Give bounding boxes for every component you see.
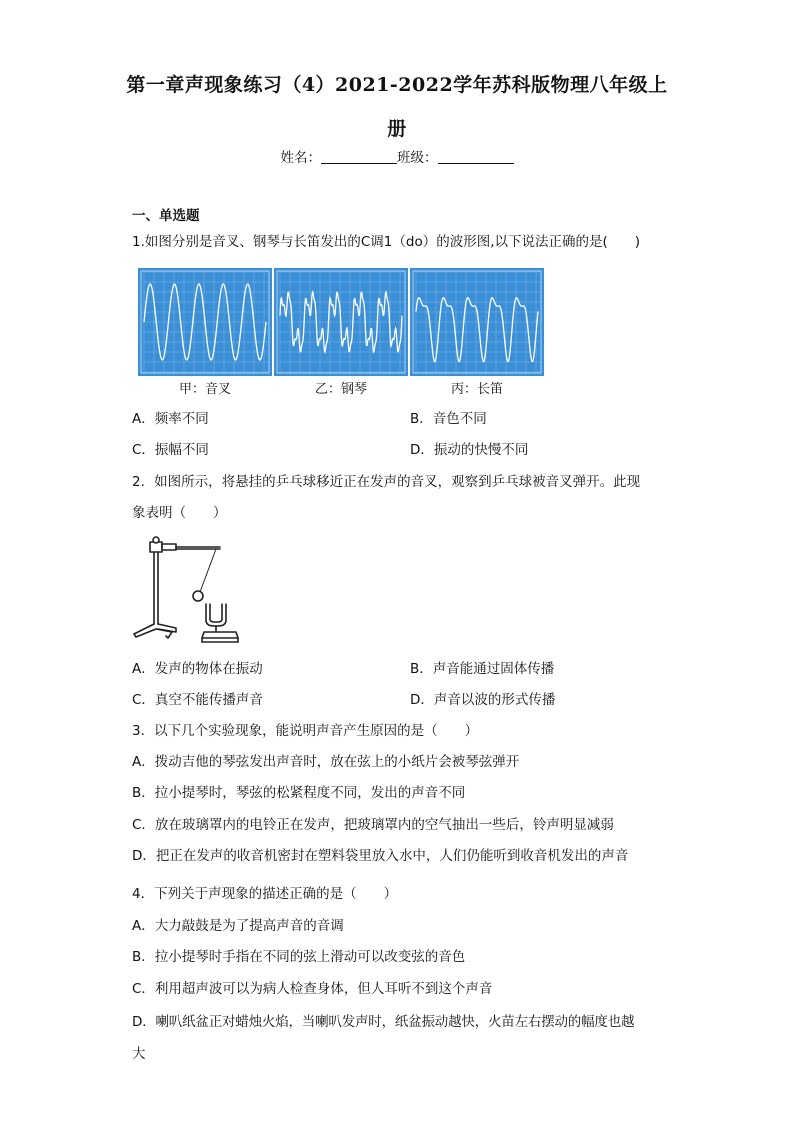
q3-option-b[interactable]: B．拉小提琴时，琴弦的松紧程度不同，发出的声音不同	[132, 785, 466, 801]
section-heading: 一、单选题	[132, 208, 200, 224]
q2-stem: 2．如图所示，将悬挂的乒乓球移近正在发声的音叉，观察到乒乓球被音叉弹开。此现	[132, 474, 641, 490]
class-label: 班级：	[397, 150, 438, 166]
q2-option-d[interactable]: D．声音以波的形式传播	[410, 692, 556, 708]
q4-option-a[interactable]: A．大力敲鼓是为了提高声音的音调	[132, 918, 344, 934]
pendulum-tuning-fork-figure	[128, 532, 258, 651]
q1-option-a[interactable]: A．频率不同	[132, 411, 209, 427]
class-blank[interactable]	[438, 149, 514, 164]
caption-tuning-fork: 甲：音叉	[178, 382, 231, 397]
q2-option-a[interactable]: A．发声的物体在振动	[132, 661, 263, 677]
q3-stem: 3．以下几个实验现象，能说明声音产生原因的是（ ）	[132, 723, 479, 739]
q1-option-d[interactable]: D．振动的快慢不同	[410, 442, 529, 458]
waveform-piano	[274, 268, 408, 376]
q4-option-d[interactable]: D．喇叭纸盆正对蜡烛火焰，当喇叭发声时，纸盆振动越快，火苗左右摆动的幅度也越	[132, 1014, 635, 1030]
q4-option-c[interactable]: C．利用超声波可以为病人检查身体，但人耳听不到这个声音	[132, 981, 493, 997]
q3-option-a[interactable]: A．拨动吉他的琴弦发出声音时，放在弦上的小纸片会被琴弦弹开	[132, 754, 520, 770]
q2-stem-cont: 象表明（ ）	[132, 505, 227, 521]
caption-flute: 丙：长笛	[450, 382, 503, 397]
name-class-line	[0, 146, 794, 166]
document-title: 第一章声现象练习（4）2021-2022学年苏科版物理八年级上	[126, 74, 668, 96]
q4-stem: 4．下列关于声现象的描述正确的是（ ）	[132, 886, 398, 902]
q1-option-c[interactable]: C．振幅不同	[132, 442, 209, 458]
q4-option-b[interactable]: B．拉小提琴时手指在不同的弦上滑动可以改变弦的音色	[132, 949, 466, 965]
caption-piano: 乙：钢琴	[314, 382, 367, 397]
waveform-tuning-fork	[138, 268, 272, 376]
name-label: 姓名：	[280, 150, 321, 166]
q4-option-d-cont: 大	[132, 1046, 146, 1062]
name-blank[interactable]	[321, 149, 397, 164]
document-title-cont: 册	[387, 118, 407, 140]
q1-option-b[interactable]: B．音色不同	[410, 411, 487, 427]
waveform-flute	[410, 268, 544, 376]
q1-stem: 1.如图分别是音叉、钢琴与长笛发出的C调1（do）的波形图,以下说法正确的是( )	[132, 234, 641, 250]
q3-option-d[interactable]: D．把正在发声的收音机密封在塑料袋里放入水中，人们仍能听到收音机发出的声音	[132, 848, 629, 864]
q2-option-c[interactable]: C．真空不能传播声音	[132, 692, 263, 708]
q2-option-b[interactable]: B．声音能通过固体传播	[410, 661, 555, 677]
q3-option-c[interactable]: C．放在玻璃罩内的电铃正在发声，把玻璃罩内的空气抽出一些后，铃声明显减弱	[132, 817, 614, 833]
